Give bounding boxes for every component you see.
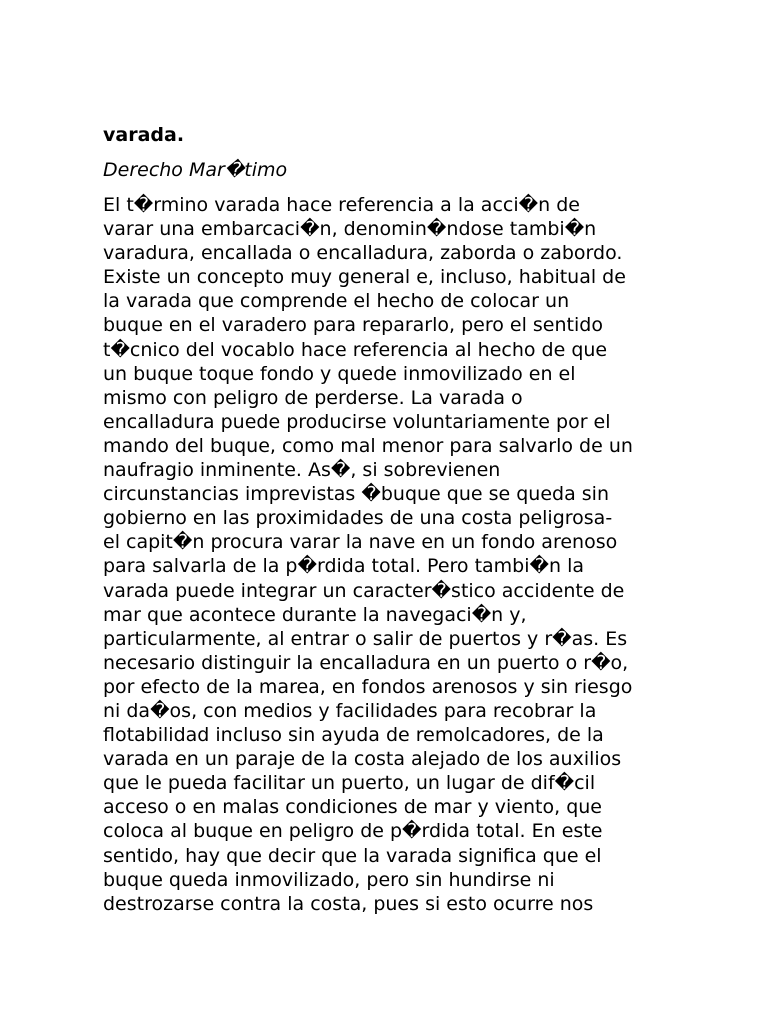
body-line: por efecto de la marea, en fondos arenosos y sin riesgo	[103, 675, 633, 698]
body-line: coloca al buque en peligro de p�rdida total. En este	[103, 820, 603, 843]
body-line: para salvarla de la p�rdida total. Pero tambi�n la	[103, 555, 585, 578]
body-line: varar una embarcaci�n, denomin�ndose tambi�n	[103, 218, 597, 241]
body-line: destrozarse contra la costa, pues si esto ocurre nos	[103, 892, 594, 915]
body-line: acceso o en malas condiciones de mar y viento, que	[103, 796, 602, 819]
body-line: mar que acontece durante la navegaci�n y,	[103, 603, 527, 626]
body-line: que le pueda facilitar un puerto, un lugar de dif�cil	[103, 772, 596, 795]
entry-subject: Derecho Mar�timo	[103, 159, 288, 181]
body-line: buque queda inmovilizado, pero sin hundirse ni	[103, 868, 555, 891]
body-line: flotabilidad incluso sin ayuda de remolcadores, de la	[103, 724, 604, 747]
body-line: Existe un concepto muy general e, incluso, habitual de	[103, 266, 626, 289]
entry-body	[103, 193, 673, 916]
body-line: mismo con peligro de perderse. La varada o	[103, 386, 523, 409]
body-line: el capit�n procura varar la nave en un fondo arenoso	[103, 531, 618, 554]
body-line: buque en el varadero para repararlo, pero el sentido	[103, 314, 603, 337]
body-line: varada en un paraje de la costa alejado de los auxilios	[103, 748, 622, 771]
body-line: naufragio inminente. As�, si sobrevienen	[103, 459, 501, 482]
body-line: ni da�os, con medios y facilidades para recobrar la	[103, 699, 597, 722]
body-line: t�cnico del vocablo hace referencia al hecho de que	[103, 338, 608, 361]
body-line: la varada que comprende el hecho de colocar un	[103, 290, 570, 313]
document-content	[103, 122, 673, 916]
body-line: varadura, encallada o encalladura, zaborda o zabordo.	[103, 242, 623, 265]
body-line: circunstancias imprevistas �buque que se queda sin	[103, 483, 610, 506]
body-line: mando del buque, como mal menor para salvarlo de un	[103, 434, 633, 457]
body-line: encalladura puede producirse voluntariamente por el	[103, 410, 611, 433]
entry-title: varada.	[103, 124, 185, 146]
body-line: gobierno en las proximidades de una costa peligrosa-	[103, 507, 613, 530]
body-line: un buque toque fondo y quede inmovilizado en el	[103, 362, 576, 385]
body-line: sentido, hay que decir que la varada significa que el	[103, 844, 602, 867]
body-line: varada puede integrar un caracter�stico accidente de	[103, 579, 625, 602]
body-line: El t�rmino varada hace referencia a la acci�n de	[103, 194, 580, 216]
body-line: particularmente, al entrar o salir de puertos y r�as. Es	[103, 627, 628, 650]
body-line: necesario distinguir la encalladura en un puerto o r�o,	[103, 651, 629, 674]
